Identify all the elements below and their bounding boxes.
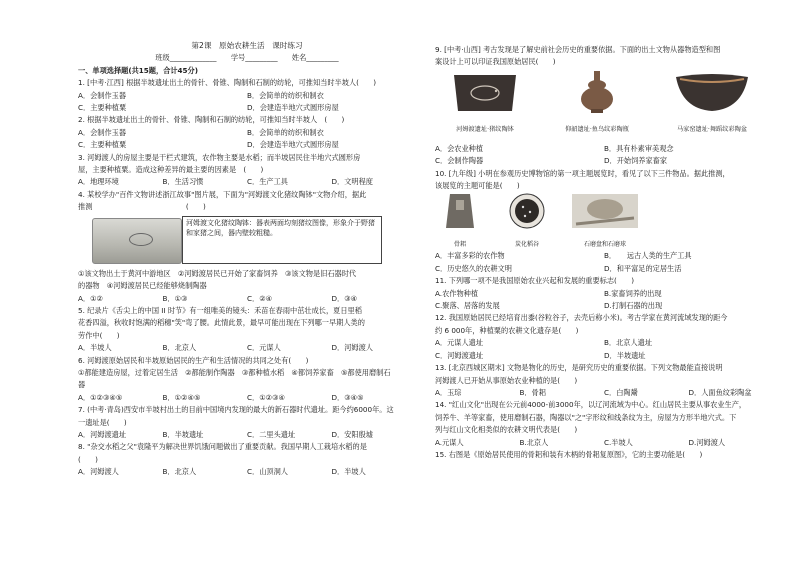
question-6-statements-line1: ①都能建造房屋，过着定居生活 ②都能制作陶器 ③都种植水稻 ④都饲养家畜 ⑤都使用磨制石 bbox=[78, 367, 391, 377]
q8-option-c: C．山顶洞人 bbox=[247, 467, 288, 477]
q3-option-d: D．文明程度 bbox=[331, 177, 373, 187]
q12-options-row2 bbox=[435, 350, 773, 362]
question-1: 1. [中考·江西] 根据半坡遗址出土的骨针、骨锥、陶制和石制的纺轮，可推知当时半坡人( ) bbox=[78, 78, 377, 88]
q7-option-a: A．河姆渡遗址 bbox=[78, 429, 127, 439]
q7-option-d: D．安阳殷墟 bbox=[331, 429, 373, 439]
carbonized-rice-image bbox=[497, 192, 557, 251]
q7-option-c: C．二里头遗址 bbox=[247, 429, 296, 439]
q11-option-a: A.农作物种植 bbox=[435, 288, 479, 298]
question-6-statements-line2: 器 bbox=[78, 380, 86, 390]
q11-option-d: D.打制石器的出现 bbox=[604, 301, 663, 311]
q11-option-b: B.家畜饲养的出现 bbox=[604, 288, 662, 298]
question-3-line1: 3. 河姆渡人的房屋主要是干栏式建筑，农作物主要是水稻；而半坡居民住半地穴式圆形房 bbox=[78, 152, 361, 162]
q1-options-row2 bbox=[78, 102, 416, 114]
question-4-statements-line2: 的器物 ④河姆渡居民已经能够烧制陶器 bbox=[78, 281, 207, 291]
question-7-line1: 7. (中考·青岛)西安市半坡村出土的目前中国境内发现的最大的新石器时代遗址。距今约6000年。这 bbox=[78, 405, 394, 415]
artifact-fish-bird-vase bbox=[547, 69, 647, 137]
pig-pattern-bowl-icon bbox=[448, 69, 522, 115]
q14-option-c: C.半坡人 bbox=[604, 437, 633, 447]
q8-option-a: A．河姆渡人 bbox=[78, 467, 119, 477]
question-9-line2: 案设计上可以印证我国原始居民( ) bbox=[435, 57, 556, 67]
question-9-line1: 9. [中考·山西] 考古发现是了解史前社会历史的重要依据。下面的出土文物从器物造型和图 bbox=[435, 45, 721, 54]
q13-options bbox=[435, 387, 773, 399]
q5-option-d: D．河姆渡人 bbox=[331, 343, 373, 353]
q1-option-b: B．会简单的纺织和制衣 bbox=[247, 90, 324, 100]
q9-option-b: B．具有朴素审美观念 bbox=[604, 143, 674, 153]
grinding-stone-image bbox=[565, 192, 645, 251]
q8-option-b: B．北京人 bbox=[162, 467, 197, 477]
q7-option-b: B．半坡遗址 bbox=[162, 429, 204, 439]
q10-caption-2: 炭化稻谷 bbox=[514, 240, 539, 248]
q10-option-a: A．丰富多彩的农作物 bbox=[435, 251, 505, 261]
question-12-line1: 12. 我国原始居民已经培育出黍(谷粒谷子，去壳后称小米)。考古学家在黄河流域发现的距今 bbox=[435, 313, 728, 323]
grinding-stone-icon bbox=[570, 192, 640, 230]
q9-options-row1 bbox=[435, 143, 773, 155]
q14-option-d: D.河姆渡人 bbox=[688, 437, 726, 447]
q8-options bbox=[78, 466, 416, 478]
q7-options bbox=[78, 429, 416, 441]
question-4-line2: 推测 ( ) bbox=[78, 202, 206, 212]
q9-option-c: C．会制作陶器 bbox=[435, 156, 484, 166]
q14-options bbox=[435, 437, 773, 449]
q11-options-row1 bbox=[435, 288, 773, 300]
question-10-line1: 10. [九年级] 小明在参观历史博物馆的第一项主题展览时，看见了以下三件物品。据此推测， bbox=[435, 168, 730, 178]
q10-option-d: D．和平富足的定居生活 bbox=[604, 263, 682, 273]
q5-options bbox=[78, 342, 416, 354]
question-5-line2: 花香四溢，秋收时饱满的稻穗"笑"弯了腰。此情此景，最早可能出现在下列哪一早期人类的 bbox=[78, 318, 365, 328]
dance-pattern-basin-icon bbox=[672, 69, 752, 115]
question-5-line1: 5. 纪录片《舌尖上的中国 II 时节》有一组唯美的镜头：禾苗在春雨中茁壮成长，夏日里稻 bbox=[78, 305, 362, 315]
q10-images bbox=[435, 192, 773, 250]
pig-engraving-icon bbox=[129, 233, 153, 246]
question-3-line2: 屋，主要种植粟。造成这种差异的最主要的因素是 ( ) bbox=[78, 165, 264, 175]
q3-options bbox=[78, 176, 416, 188]
q12-options-row1 bbox=[435, 337, 773, 349]
question-8-line1: 8. "杂交水稻之父"袁隆平为解决世界饥饿问题做出了重要贡献。我国早期人工栽培水稻的是 bbox=[78, 442, 367, 452]
question-5-line3: 劳作中( ) bbox=[78, 330, 120, 340]
question-15: 15. 右图是《原始居民使用的骨耜和装有木柄的骨耜复原图》，它的主要功能是( ) bbox=[435, 449, 703, 459]
question-12-line2: 约 6 000年，种植粟的农耕文化遗存是( ) bbox=[435, 325, 579, 335]
question-2: 2. 根据半坡遗址出土的骨针、骨锥、陶制和石制的纺轮，可推知当时半坡人 ( ) bbox=[78, 115, 345, 125]
q2-options-row2 bbox=[78, 139, 416, 151]
artifact-caption-2: 仰韶遗址·鱼鸟纹彩陶瓶 bbox=[565, 126, 629, 134]
q4-option-b: B．①③ bbox=[162, 293, 188, 303]
question-10-line2: 该展览的主题可能是( ) bbox=[435, 181, 520, 191]
q9-options-row2 bbox=[435, 155, 773, 167]
question-14-line1: 14. "红山文化"出现在公元前4000-前3000年，以辽河流域为中心。红山居民主要从事农业生产， bbox=[435, 400, 747, 410]
q3-option-b: B．生活习惯 bbox=[162, 177, 204, 187]
q4-options bbox=[78, 293, 416, 305]
q1-options-row1 bbox=[78, 90, 416, 102]
q6-option-b: B．①②④⑤ bbox=[162, 392, 201, 402]
q12-option-a: A．元谋人遗址 bbox=[435, 338, 484, 348]
q12-option-b: B．北京人遗址 bbox=[604, 338, 653, 348]
question-14-line3: 列与红山文化相类似的农耕文明代表是( ) bbox=[435, 425, 578, 435]
q4-artifact-description: 河姆渡文化猪纹陶钵：器表两面均刻猪纹图像，形象介于野猪和家猪之间，器内壁较粗糙。 bbox=[182, 216, 382, 264]
bone-spade-icon bbox=[440, 192, 480, 230]
right-column bbox=[435, 44, 773, 461]
q5-option-a: A．半坡人 bbox=[78, 343, 112, 353]
q2-option-b: B．会简单的纺织和制衣 bbox=[247, 127, 324, 137]
q1-option-a: A．会制作玉器 bbox=[78, 90, 127, 100]
question-8-line2: ( ) bbox=[78, 454, 98, 464]
q5-option-b: B．北京人 bbox=[162, 343, 197, 353]
q14-option-b: B.北京人 bbox=[519, 437, 549, 447]
fish-bird-vase-icon bbox=[574, 69, 620, 115]
q13-option-a: A．玉琮 bbox=[435, 387, 462, 397]
q1-option-d: D．会建造半地穴式圆形房屋 bbox=[247, 103, 339, 113]
artifact-dance-basin bbox=[657, 69, 767, 137]
question-13-line1: 13. [北京西城区期末] 文物是物化的历史，是研究历史的重要依据。下列文物最能直接说明 bbox=[435, 363, 723, 373]
q12-option-d: D．半坡遗址 bbox=[604, 350, 646, 360]
carbonized-rice-icon bbox=[507, 192, 547, 230]
question-4-line1: 4. 某校学办"百件文物讲述浙江故事"图片展，下面为"河姆渡文化猪纹陶钵"文物介绍，据此 bbox=[78, 189, 367, 199]
q9-option-d: D．开始饲养家畜家 bbox=[604, 156, 668, 166]
q11-options-row2 bbox=[435, 300, 773, 312]
q10-caption-1: 骨耜 bbox=[453, 240, 466, 248]
question-13-line2: 河姆渡人已开始从事原始农业种植的是( ) bbox=[435, 375, 578, 385]
pig-pattern-bowl-image bbox=[92, 218, 182, 264]
q10-caption-3: 石磨盘和石磨球 bbox=[583, 240, 626, 248]
q11-option-c: C.聚落、居落的发展 bbox=[435, 301, 500, 311]
q6-options bbox=[78, 392, 416, 404]
question-6: 6. 河姆渡原始居民和半坡原始居民的生产和生活情况的共同之处有( ) bbox=[78, 355, 309, 365]
q6-option-c: C．①②③④ bbox=[247, 392, 285, 402]
q14-option-a: A.元谋人 bbox=[435, 437, 464, 447]
q2-options-row1 bbox=[78, 127, 416, 139]
q2-option-d: D．会建造半地穴式圆形房屋 bbox=[247, 140, 339, 150]
q9-option-a: A．会农业种植 bbox=[435, 143, 484, 153]
q12-option-c: C．河姆渡遗址 bbox=[435, 350, 484, 360]
q13-option-c: C．白陶鬶 bbox=[604, 387, 638, 397]
q4-option-a: A．①② bbox=[78, 293, 103, 303]
q6-option-d: D．③④⑤ bbox=[331, 392, 364, 402]
section-heading: 一、单项选择题(共15题，合计45分) bbox=[78, 65, 199, 75]
q13-option-b: B．骨耜 bbox=[519, 387, 546, 397]
q8-option-d: D．半坡人 bbox=[331, 467, 366, 477]
artifact-caption-1: 河姆渡遗址·猪纹陶钵 bbox=[456, 126, 514, 134]
question-11: 11. 下列哪一项不是我国原始农业兴起和发展的重要标志( ) bbox=[435, 276, 635, 286]
q13-option-d: D．人面鱼纹彩陶盆 bbox=[688, 387, 752, 397]
q9-artifact-images bbox=[435, 69, 773, 143]
left-column bbox=[78, 40, 416, 479]
q10-options-row2 bbox=[435, 263, 773, 275]
q4-option-d: D．③④ bbox=[331, 293, 358, 303]
q3-option-c: C．生产工具 bbox=[247, 177, 288, 187]
artifact-caption-3: 马家窑遗址·舞蹈纹彩陶盆 bbox=[676, 126, 748, 134]
q4-figure bbox=[78, 216, 416, 266]
q4-option-c: C．②④ bbox=[247, 293, 273, 303]
artifact-pig-bowl bbox=[435, 69, 535, 137]
q10-option-b: B． 远古人类的生产工具 bbox=[604, 251, 692, 261]
question-4-statements-line1: ①该文物出土于黄河中游地区 ②河姆渡居民已开始了家畜饲养 ③该文物是旧石器时代 bbox=[78, 268, 357, 278]
student-info-line: 班级_____________ 学号_________ 姓名_________ bbox=[155, 53, 339, 63]
q10-options-row1 bbox=[435, 250, 773, 262]
q2-option-c: C．主要种植粟 bbox=[78, 140, 127, 150]
question-14-line2: 饲养牛、羊等家畜，使用磨制石器，陶器以"之"字形纹和线条纹为主，房屋为方形半地穴式。下 bbox=[435, 412, 737, 422]
q1-option-c: C．主要种植粟 bbox=[78, 103, 127, 113]
page-title: 第2课 原始农耕生活 课时练习 bbox=[191, 41, 303, 50]
q2-option-a: A．会制作玉器 bbox=[78, 127, 127, 137]
q3-option-a: A．地理环境 bbox=[78, 177, 119, 187]
q5-option-c: C．元谋人 bbox=[247, 343, 281, 353]
q6-option-a: A．①②③④⑤ bbox=[78, 392, 123, 402]
q10-option-c: C．历史悠久的农耕文明 bbox=[435, 263, 512, 273]
question-7-line2: 一遗址是( ) bbox=[78, 417, 127, 427]
bone-spade-image bbox=[435, 192, 485, 251]
